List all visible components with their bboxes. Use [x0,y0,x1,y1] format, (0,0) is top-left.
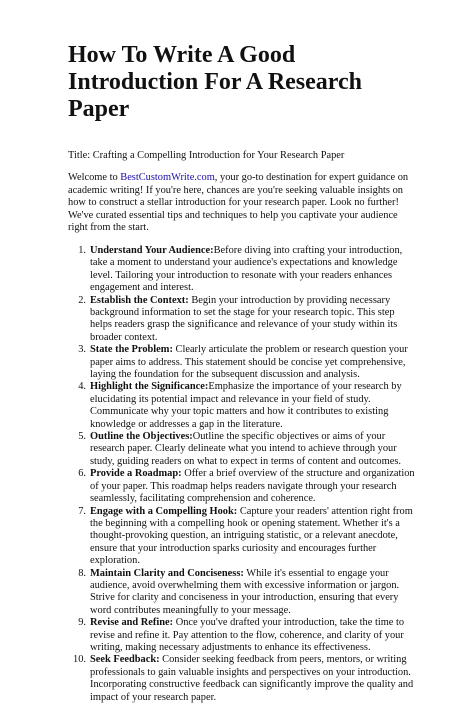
list-item-number: 1. [78,244,86,256]
list-item-number: 7. [78,505,86,517]
intro-text-start: Welcome to [68,172,121,183]
list-item-number: 2. [78,294,86,306]
list-item-number: 8. [78,567,86,579]
list-item [68,654,416,704]
list-item-term: Seek Feedback: [90,654,160,666]
list-item-text: Offer a brief overview of the structure and organization of your paper. This roadmap helps readers navigate through your research seamlessly, facilitating comprehension and coherence. [90,468,415,505]
document-subtitle: Title: Crafting a Compelling Introduction for Your Research Paper [68,150,345,161]
list-item-term: Outline the Objectives: [90,431,193,443]
list-item-text: Capture your readers' attention right from the beginning with a compelling hook or opening statement. Whether it's a thought-provoking question, an intriguing statistic, or a relevant anecdote, ensure that your introduction sparks curiosity and encourages further exploration. [90,505,413,567]
list-item-term: Revise and Refine: [90,617,174,629]
list-item-term: Provide a Roadmap: [90,468,182,480]
list-item [68,295,416,345]
list-item-term: Highlight the Significance: [90,381,209,393]
list-item-number: 10. [73,654,86,666]
list-item [68,381,416,431]
list-item [68,568,416,618]
list-item-number: 5. [78,431,86,443]
list-item-text: Consider seeking feedback from peers, mentors, or writing professionals to gain valuable insights and perspectives on your introduction. Incorporating constructive feedback can significantly improve the quality and impact of your research paper. [90,654,414,703]
list-item-text: Once you've drafted your introduction, take the time to revise and refine it. Pay attention to the flow, coherence, and clarity of your writing, making necessary adjustments to enhance its effectiveness. [90,617,405,653]
tips-list [68,245,416,704]
list-item [68,344,416,381]
list-item-number: 6. [78,468,86,480]
intro-paragraph [68,172,416,235]
list-item-text: Outline the specific objectives or aims of your research paper. Clearly delineate what you intend to achieve through your study, guiding readers on what to expect in terms of content and outcomes. [90,431,401,467]
list-item-number: 4. [78,381,86,393]
list-item-number: 3. [78,344,86,356]
list-item-text: Begin your introduction by providing necessary background information to set the stage for your research topic. This step helps readers grasp the significance and relevance of your study within its broader context. [90,294,398,343]
intro-text-end: , your go-to destination for expert guidance on academic writing! If you're here, chances are you're seeking valuable insights on how to construct a stellar introduction for your research paper. Look no further! We've curated essential tips and techniques to help you captivate your audience right from the start. [68,172,409,234]
list-item-text: While it's essential to engage your audience, avoid overwhelming them with excessive information or jargon. Strive for clarity and conciseness in your introduction, ensuring that every word contributes meaningfully to your message. [90,567,400,616]
list-item-term: Engage with a Compelling Hook: [90,505,238,517]
list-item-term: State the Problem: [90,344,173,356]
site-link[interactable]: BestCustomWrite.com [120,172,215,183]
list-item [68,617,416,654]
list-item [68,431,416,468]
list-item-term: Establish the Context: [90,294,189,306]
list-item-term: Understand Your Audience: [90,244,214,256]
list-item [68,468,416,505]
list-item-text: Before diving into crafting your introduction, take a moment to understand your audience's expectations and knowledge level. Tailoring your introduction to resonate with your readers enhances engagement and interest. [90,244,403,294]
page-title: How To Write A Good Introduction For A Research Paper [68,42,363,122]
list-item [68,506,416,568]
list-item-number: 9. [78,617,86,629]
list-item-term: Maintain Clarity and Conciseness: [90,567,244,579]
list-item-text: Emphasize the importance of your research by elucidating its potential impact and relevance in your field of study. Communicate why your topic matters and how it contributes to existing knowledge or addresses a gap in the literature. [90,381,402,430]
list-item [68,245,416,295]
list-item-text: Clearly articulate the problem or research question your paper aims to address. This statement should be concise yet comprehensive, laying the foundation for the subsequent discussion and analysis. [90,344,408,381]
